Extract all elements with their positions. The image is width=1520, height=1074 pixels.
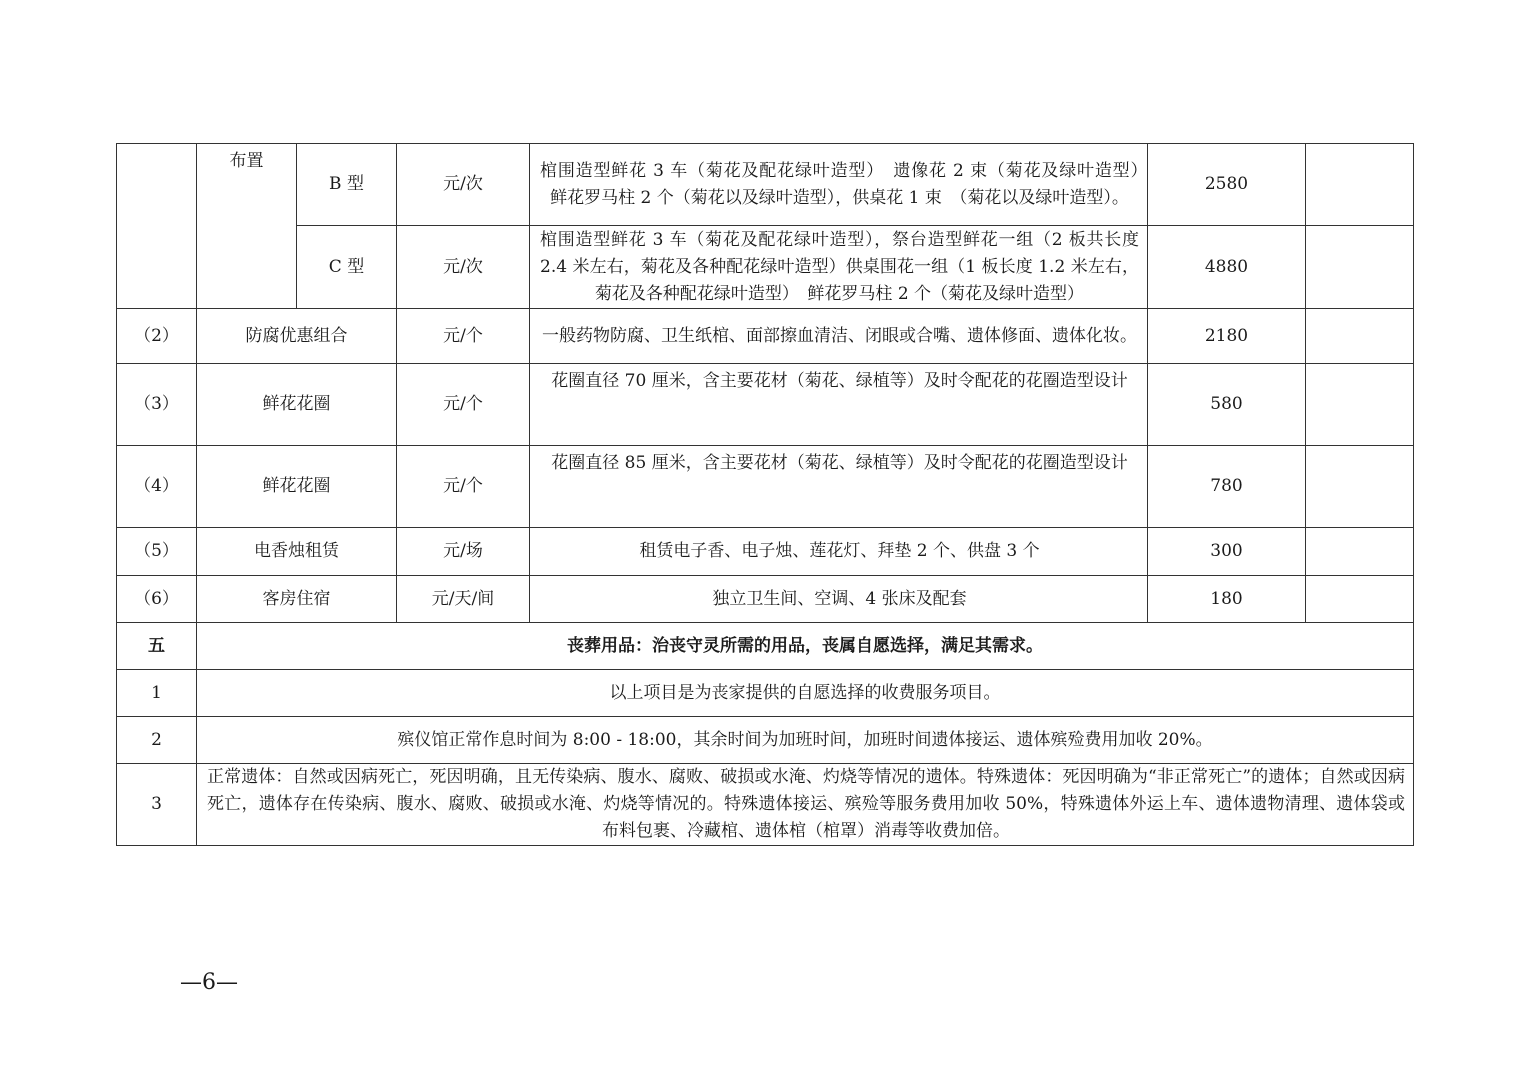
price-cell: 2580 [1148,144,1306,226]
price-cell: 2180 [1148,309,1306,364]
description-cell: 一般药物防腐、卫生纸棺、面部擦血清洁、闭眼或合嘴、遗体修面、遗体化妆。 [530,309,1148,364]
price-cell: 300 [1148,528,1306,576]
note-number-cell: 1 [117,670,197,717]
description-cell: 花圈直径 70 厘米，含主要花材（菊花、绿植等）及时令配花的花圈造型设计 [530,364,1148,446]
note-cell [1306,144,1414,226]
fee-table [116,143,1414,846]
item-name-cell: 电香烛租赁 [197,528,397,576]
table-row [117,364,1414,446]
item-name-cell: 防腐优惠组合 [197,309,397,364]
note-cell [1306,446,1414,528]
note-text-cell: 正常遗体：自然或因病死亡，死因明确，且无传染病、腹水、腐败、破损或水淹、灼烧等情况的遗体。特殊遗体：死因明确为“非正常死亡”的遗体；自然或因病死亡，遗体存在传染病、腹水、腐败、破损或水淹、灼烧等情况的。特殊遗体接运、殡殓等服务费用加收 50%，特殊遗体外运上车、遗体遗物清理、遗体袋或布料包裹、冷藏棺、遗体棺（棺罩）消毒等收费加倍。 [197,764,1414,846]
price-cell: 780 [1148,446,1306,528]
row-number-cell: （2） [117,309,197,364]
description-cell: 独立卫生间、空调、4 张床及配套 [530,576,1148,623]
note-row [117,717,1414,764]
table-row [117,576,1414,623]
table-row [117,446,1414,528]
note-text-cell: 殡仪馆正常作息时间为 8:00 - 18:00，其余时间为加班时间，加班时间遗体接运、遗体殡殓费用加收 20%。 [197,717,1414,764]
table-row [117,226,1414,309]
price-cell: 580 [1148,364,1306,446]
type-cell: C 型 [297,226,397,309]
item-name-cell: 鲜花花圈 [197,446,397,528]
unit-cell: 元/个 [397,364,530,446]
note-cell [1306,364,1414,446]
item-name-cell: 鲜花花圈 [197,364,397,446]
unit-cell: 元/个 [397,446,530,528]
category-cell: 布置 [197,144,297,309]
type-cell: B 型 [297,144,397,226]
note-text-cell: 以上项目是为丧家提供的自愿选择的收费服务项目。 [197,670,1414,717]
description-cell: 租赁电子香、电子烛、莲花灯、拜垫 2 个、供盘 3 个 [530,528,1148,576]
note-row [117,670,1414,717]
item-name-cell: 客房住宿 [197,576,397,623]
unit-cell: 元/个 [397,309,530,364]
description-cell: 棺围造型鲜花 3 车（菊花及配花绿叶造型） 遗像花 2 束（菊花及绿叶造型） 鲜花罗马柱 2 个（菊花以及绿叶造型），供桌花 1 束 （菊花以及绿叶造型）。 [530,144,1148,226]
note-cell [1306,309,1414,364]
row-number-cell: （4） [117,446,197,528]
table-row [117,528,1414,576]
note-cell [1306,576,1414,623]
unit-cell: 元/天/间 [397,576,530,623]
note-cell [1306,528,1414,576]
unit-cell: 元/次 [397,226,530,309]
price-cell: 180 [1148,576,1306,623]
row-number-cell: （6） [117,576,197,623]
table-row [117,309,1414,364]
row-number-cell: （5） [117,528,197,576]
row-number-cell [117,144,197,309]
note-cell [1306,226,1414,309]
note-row [117,764,1414,846]
note-number-cell: 2 [117,717,197,764]
row-number-cell: （3） [117,364,197,446]
description-cell: 花圈直径 85 厘米，含主要花材（菊花、绿植等）及时令配花的花圈造型设计 [530,446,1148,528]
note-number-cell: 3 [117,764,197,846]
table-row [117,144,1414,226]
page-number: —6— [180,970,238,995]
unit-cell: 元/次 [397,144,530,226]
description-cell: 棺围造型鲜花 3 车（菊花及配花绿叶造型），祭台造型鲜花一组（2 板共长度 2.4 米左右，菊花及各种配花绿叶造型）供桌围花一组（1 板长度 1.2 米左右，菊花及各种配花绿叶造型） 鲜花罗马柱 2 个（菊花及绿叶造型） [530,226,1148,309]
section-number-cell: 五 [117,623,197,670]
section-title-cell: 丧葬用品：治丧守灵所需的用品，丧属自愿选择，满足其需求。 [197,623,1414,670]
price-cell: 4880 [1148,226,1306,309]
unit-cell: 元/场 [397,528,530,576]
section-row [117,623,1414,670]
